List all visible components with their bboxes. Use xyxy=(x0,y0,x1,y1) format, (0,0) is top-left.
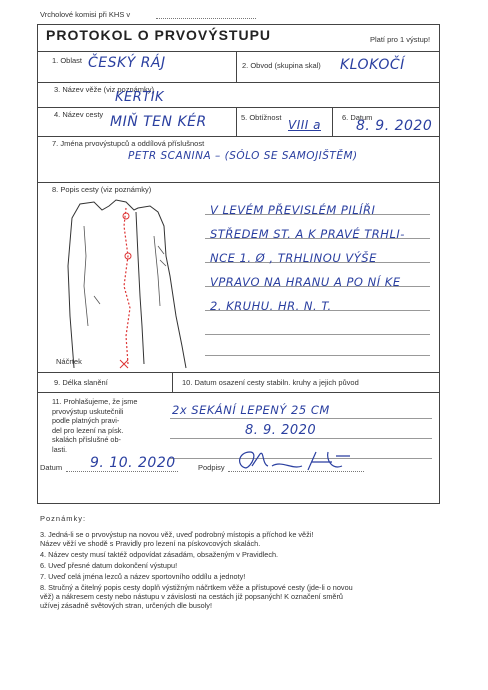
route-line xyxy=(124,208,130,364)
area-label: 1. Oblast xyxy=(52,56,83,65)
bolts-label: 10. Datum osazení cesty stabiln. kruhy a jejich původ xyxy=(182,378,359,387)
rock-crack xyxy=(136,212,144,364)
climbers-value: PETR SCANINA – (SÓLO SE SAMOJIŠTĚM) xyxy=(128,150,358,162)
note-item: 8. Stručný a čitelný popis cesty doplň výstižným náčrtkem věže a přístupové cesty (jde-li o novou xyxy=(40,583,353,592)
note-item: 6. Uveď přesné datum dokončení výstupu! xyxy=(40,561,178,570)
district-label: 2. Obvod (skupina skal) xyxy=(242,61,321,70)
grade-value: VIII a xyxy=(288,118,321,132)
divider xyxy=(236,107,237,136)
declaration-line: podle platných pravi- xyxy=(52,416,120,425)
note-item: 4. Název cesty musí taktéž odpovídat zásadám, obsaženým v Pravidlech. xyxy=(40,550,279,559)
rule xyxy=(37,182,439,183)
declaration-line: del pro lezení na písk. xyxy=(52,425,124,435)
page-title: PROTOKOL O PRVOVÝSTUPU xyxy=(46,27,272,43)
divider xyxy=(172,372,173,392)
description-line: STŘEDEM ST. A K PRAVÉ TRHLI- xyxy=(210,227,405,241)
writing-line xyxy=(170,418,432,419)
rappel-length-label: 9. Délka slanění xyxy=(54,378,108,387)
tower-label: 3. Název věže (viz poznámky) xyxy=(54,85,155,94)
signature xyxy=(232,448,362,474)
route-name-label: 4. Název cesty xyxy=(54,110,104,119)
grade-label: 5. Obtížnost xyxy=(241,113,282,122)
declaration-line: prvovýstup uskutečnili xyxy=(52,406,124,416)
description-line: VPRAVO NA HRANU A PO NÍ KE xyxy=(210,275,401,289)
bolts-date: 8. 9. 2020 xyxy=(245,423,317,438)
declaration-line: lasti. xyxy=(52,444,68,454)
rule xyxy=(37,51,439,52)
signing-date: 9. 10. 2020 xyxy=(90,455,176,471)
date-field-label: 6. Datum xyxy=(342,113,373,122)
rule xyxy=(37,136,439,137)
route-name-value: MIŇ TEN KÉR xyxy=(110,114,207,130)
start-cross xyxy=(120,360,128,368)
rock-shade xyxy=(94,246,166,304)
description-line: NCE 1. Ø , TRHLINOU VÝŠE xyxy=(210,251,377,265)
rule xyxy=(37,82,439,83)
divider xyxy=(236,51,237,82)
date-line xyxy=(66,471,178,472)
rule xyxy=(37,372,439,373)
signatures-label: Podpisy xyxy=(198,463,225,472)
rock-crack xyxy=(154,236,160,306)
writing-line xyxy=(170,438,432,439)
description-line: 2. KRUHU. HR. N. T. xyxy=(210,299,332,313)
first-ascent-date: 8. 9. 2020 xyxy=(356,118,433,134)
sketch-label: Náčrtek xyxy=(56,357,82,366)
description-line: V LEVÉM PŘEVISLÉM PILÍŘI xyxy=(210,203,376,217)
route-description-label: 8. Popis cesty (viz poznámky) xyxy=(52,185,152,194)
bolt-mark xyxy=(123,213,129,219)
writing-line xyxy=(205,334,430,335)
divider xyxy=(332,107,333,136)
declaration-line: skalách příslušné ob- xyxy=(52,435,121,444)
valid-for-note: Platí pro 1 výstup! xyxy=(370,35,431,44)
writing-line xyxy=(205,355,430,356)
declaration-block xyxy=(52,397,138,454)
district-value: KLOKOČÍ xyxy=(340,57,405,73)
date-label: Datum xyxy=(40,463,63,472)
area-value: ČESKÝ RÁJ xyxy=(88,55,166,71)
rule xyxy=(37,392,439,393)
commission-label: Vrcholové komisi při KHS v xyxy=(40,10,131,19)
notes-heading: Poznámky: xyxy=(40,514,87,523)
note-item: věž) a nákresem cesty nebo nástupu v závislosti na cestách již popsaných! K označení směrů xyxy=(40,592,343,601)
note-item: 3. Jedná-li se o prvovýstup na novou věž, uveď podrobný místopis a příchod ke věži! xyxy=(40,530,314,539)
climbers-label: 7. Jména prvovýstupců a oddílová příslušnost xyxy=(52,139,205,148)
note-item: 7. Uveď celá jména lezců a název sportovního oddílu a jednoty! xyxy=(40,572,246,581)
rock-crack xyxy=(84,226,88,326)
route-sketch xyxy=(54,196,204,372)
rule xyxy=(37,107,439,108)
note-item: Název věží ve shodě s Pravidly pro lezení na pískovcových skalách. xyxy=(40,539,261,548)
commission-line xyxy=(156,18,256,19)
tower-value: KERTIK xyxy=(115,90,165,105)
bolts-value: 2x SEKÁNÍ LEPENÝ 25 CM xyxy=(172,403,330,417)
declaration-line: 11. Prohlašujeme, že jsme xyxy=(52,397,138,406)
note-item: užívej zásadně světových stran, určených dle busoly! xyxy=(40,601,212,610)
